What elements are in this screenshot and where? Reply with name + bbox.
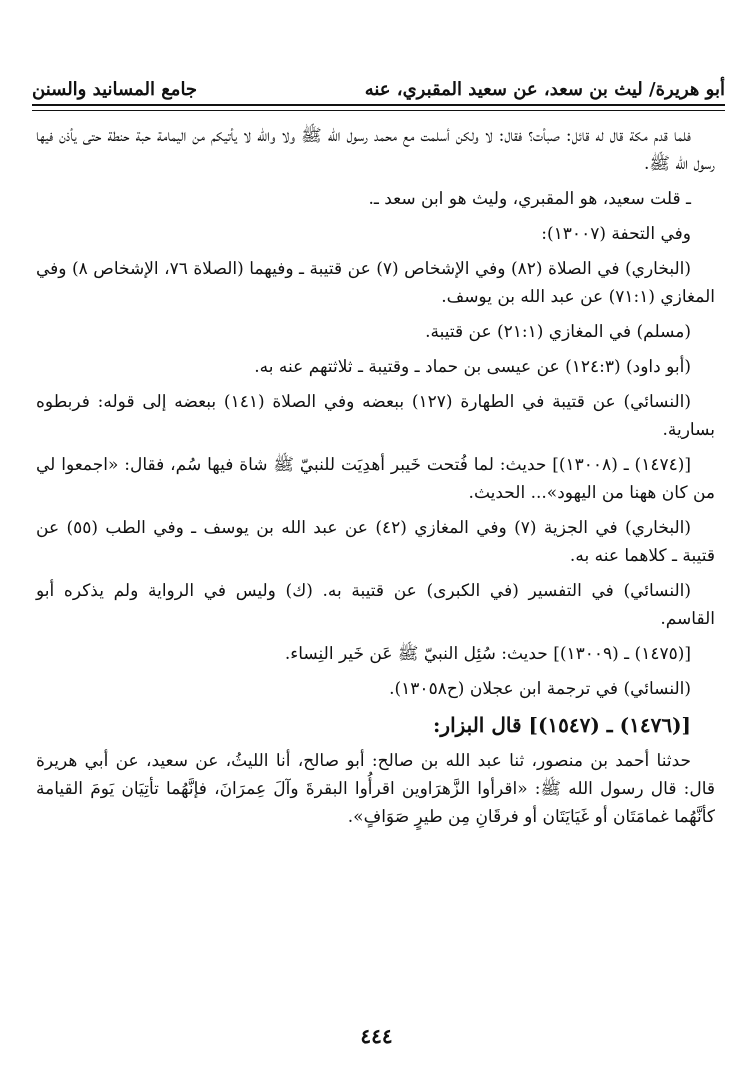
text-paragraph: ـ قلت سعيد، هو المقبري، وليث هو ابن سعد ـ. bbox=[368, 189, 691, 209]
text-paragraph: وفي التحفة (١٣٠٠٧): bbox=[541, 224, 691, 244]
hadith-entry-heading: [(١٤٧٦) ـ (١٥٤٧)] قال البزار: bbox=[433, 713, 691, 737]
header-book-title: جامع المسانيد والسنن bbox=[32, 79, 198, 100]
hadith-entry: [(١٤٧٤) ـ (١٣٠٠٨)] حديث: لما فُتحت خَيبر أهدِيَت للنبيّ ﷺ شاة فيها سُم، فقال: «اجمعوا لي من كان ههنا من اليهود»... الحديث. bbox=[36, 455, 715, 503]
citation-paragraph: (النسائي) عن قتيبة في الطهارة (١٢٧) ببعضه وفي الصلاة (١٤١) ببعضه إلى قوله: فربطوه بسارية. bbox=[36, 392, 715, 440]
header-rule bbox=[32, 110, 725, 111]
citation-paragraph: (البخاري) في الجزية (٧) وفي المغازي (٤٢) عن عبد الله بن يوسف ـ وفي الطب (٥٥) عن قتيبة ـ كلاهما عنه به. bbox=[36, 518, 715, 566]
citation-paragraph: (أبو داود) (١٢٤:٣) عن عيسى بن حماد ـ وقتيبة ـ ثلاثتهم عنه به. bbox=[254, 357, 691, 377]
citation-paragraph: (النسائي) في التفسير (في الكبرى) عن قتيبة به. (ك) وليس في الرواية ولم يذكره أبو القاسم. bbox=[36, 581, 715, 629]
text-paragraph: فلما قدم مكة قال له قائل: صبأت؟ فقال: لا ولكن أسلمت مع محمد رسول الله ﷺ ولا والله لا يأتيكم من اليمامة حبة حنطة حتى يأذن فيها رسول الله ﷺ. bbox=[36, 126, 715, 174]
hadith-text: حدثنا أحمد بن منصور، ثنا عبد الله بن صالح: أبو صالح، أنا الليثُ، عن سعيد، عن أبي هريرة قال: قال رسول الله ﷺ: «اقرأوا الزَّهرَاوين اقرأُوا البقرةَ وآلَ عِمرَانَ، فإنَّهُما تأتِيَان يَومَ القيامة كأنَّهُما غمامَتَان أو غَيَايَتَان أو فرقَانِ مِن طيرٍ صَوَافٍ». bbox=[36, 751, 716, 827]
hadith-entry: [(١٤٧٥) ـ (١٣٠٠٩)] حديث: سُئِل النبيّ ﷺ عَن خَير النِساء. bbox=[284, 644, 691, 664]
citation-paragraph: (مسلم) في المغازي (٢١:١) عن قتيبة. bbox=[425, 322, 691, 342]
page-number: ٤٤٤ bbox=[360, 1024, 393, 1048]
citation-paragraph: (النسائي) في ترجمة ابن عجلان (ح١٣٠٥٨). bbox=[389, 679, 691, 699]
citation-paragraph: (البخاري) في الصلاة (٨٢) وفي الإشخاص (٧) عن قتيبة ـ وفيهما (الصلاة ٧٦، الإشخاص ٨) وفي المغازي (٧١:١) عن عبد الله بن يوسف. bbox=[36, 259, 715, 307]
header-chapter: أبو هريرة/ ليث بن سعد، عن سعيد المقبري، عنه bbox=[364, 79, 725, 100]
page-body bbox=[36, 122, 715, 838]
running-header bbox=[32, 70, 725, 106]
